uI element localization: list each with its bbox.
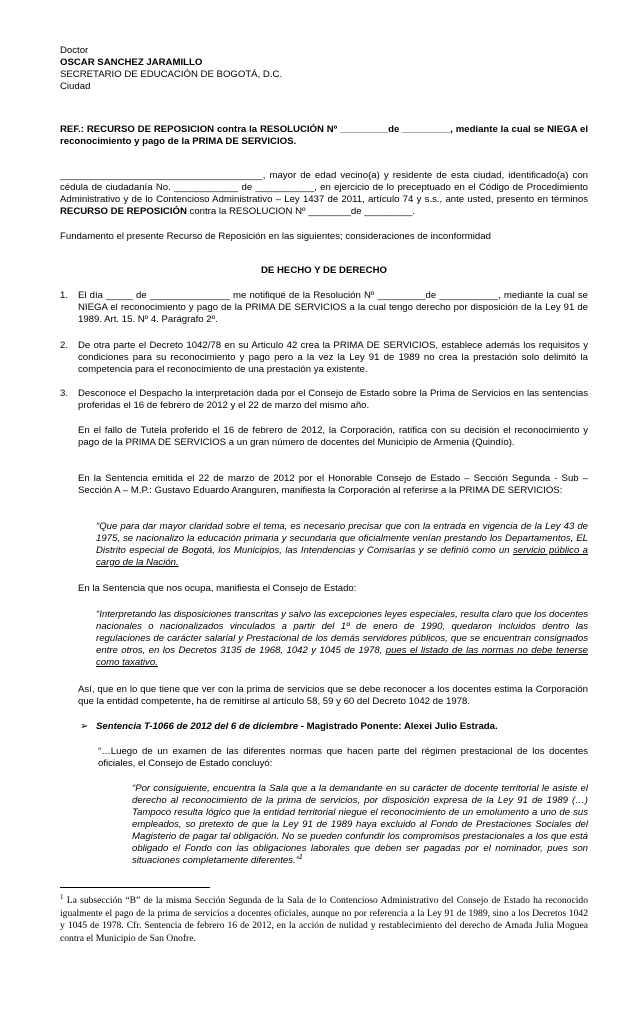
quote-4-text: “Por consiguiente, encuentra la Sala que a la demandante en su carácter de docente territorial le asiste el derecho al reconocimiento de la prima de servicios, por disposición expresa de la Ley 91 de 1989 (…) Tampoco resulta lógico que la entidad territorial niegue el reconocimiento de un emolumento a uno de sus empleados, so pretexto de que la Ley 91 de 1989 haya excluido al Fondo de Prestaciones Sociales del Magisterio de pagar tal obligación. No se pueden confundir los compromisos prestacionales a los que está obligado el Fondo con las obligaciones laborales que deben ser pagadas por el nominador, pues son situaciones completamente diferentes.” <box>132 783 588 866</box>
item-text-3: Desconoce el Despacho la interpretación dada por el Consejo de Estado sobre la Prima de Servicios en las sentencias proferidas el 16 de febrero de 2012 y el 22 de marzo del mismo año. <box>78 388 588 411</box>
quote-3: “…Luego de un examen de las diferentes normas que hacen parte del régimen prestacional de los docentes oficiales, el Consejo de Estado concluyó: <box>98 746 588 769</box>
footnote-reference: 1 <box>298 853 303 861</box>
intro-paragraph <box>60 170 588 218</box>
item-text-2: De otra parte el Decreto 1042/78 en su Articulo 42 crea la PRIMA DE SERVICIOS, establece además los requisitos y condiciones para su reconocimiento y pago pero a la vez la Ley 91 de 1989 no crea la prestación solo delimitó la competencia para el reconocimiento de una prestación ya existente. <box>78 340 588 375</box>
quote-2-text: “Interpretando las disposiciones transcritas y salvo las excepciones leyes especiales, resulta claro que los docentes nacionales o nacionalizados vinculados a partir del 1º de enero de 1990, quedaron incluidos dentro las regulaciones de carácter salarial y Prestacional de los demás servidores públicos, que se encuentran consignados entre otros, en los Decretos 3135 de 1968, 1042 y 1045 de 1978, <box>96 609 588 656</box>
footnote-divider <box>60 887 210 888</box>
recipient-block <box>60 45 588 93</box>
asi-paragraph: Así, que en lo que tiene que ver con la prima de servicios que se debe reconocer a los docentes estima la Corporación que la entidad competente, ha de remitirse al artículo 58, 59 y 60 del Decreto 1042 de 1978. <box>78 684 588 707</box>
tutela-paragraph: En el fallo de Tutela proferido el 16 de febrero de 2012, la Corporación, ratifica con su decisión el reconocimiento y pago de la PRIMA DE SERVICIOS a un gran número de docentes del Municipio de Armenia (Quindío). <box>78 425 588 448</box>
quote-4 <box>132 783 588 867</box>
quote-2 <box>96 609 588 669</box>
intro-text-a: ______________________________________, mayor de edad vecino(a) y residente de esta ciudad, identificado(a) con cédula de ciudadanía No. ____________ de ___________, en ejercicio de lo preceptuado en el Código de Procedimiento Administrativo y de lo Contencioso Administrativo – Ley 1437 de 2011, artículo 74 y s.s., ante usted, presento en términos <box>60 170 588 205</box>
footnote-text: La subsección “B” de la misma Sección Segunda de la Sala de lo Contencioso Administrativo del Consejo de Estado ha reconocido igualmente el pago de la prima de servicios a docentes oficiales, aunque no por referencia a la Ley 91 de 1989, sino a los Decretos 1042 y 1045 de 1978. Cfr. Sentencia de febrero 16 de 2012, en la acción de nulidad y restablecimiento del derecho de Amada Julia Moguea contra el Municipio de San Onofre. <box>60 895 588 944</box>
quote-1-underlined: servicio público a cargo de la Nación. <box>96 545 588 568</box>
recipient-salutation: Doctor <box>60 45 89 56</box>
recipient-name: OSCAR SANCHEZ JARAMILLO <box>60 57 203 68</box>
section-title: DE HECHO Y DE DERECHO <box>261 265 387 276</box>
item-number-2: 2. <box>60 340 69 351</box>
reference-line: REF.: RECURSO DE REPOSICION contra la RESOLUCIÓN Nº _________de _________, mediante la cual se NIEGA el reconocimiento y pago de la PRIMA DE SERVICIOS. <box>60 124 588 147</box>
intro-text-b: contra la RESOLUCION Nº ________de _________. <box>186 206 415 217</box>
quote-1 <box>96 521 588 569</box>
sentencia-heading <box>96 721 588 733</box>
recipient-city: Ciudad <box>60 81 91 92</box>
intro-text-bold: RECURSO DE REPOSICIÓN <box>60 206 187 217</box>
quote-1-text: “Que para dar mayor claridad sobre el tema, es necesario precisar que con la entrada en vigencia de la Ley 43 de 1975, se nacionalizo la educación primaria y secundaria que oficialmente venían prestando los Departamentos, EL Distrito especial de Bogotá, los Municipios, las Intendencias y Comisarías y se definió como un <box>96 521 588 556</box>
item-number-3: 3. <box>60 388 69 399</box>
quote-2-underlined: pues el listado de las normas no debe tenerse como taxativo. <box>96 645 588 668</box>
footnote-mark: 1 <box>60 892 64 901</box>
grounds-paragraph: Fundamento el presente Recurso de Reposición en las siguientes; consideraciones de inconformidad <box>60 231 491 242</box>
item-text-1: El día _____ de _______________ me notifiqué de la Resolución Nº _________de ___________, mediante la cual se NIEGA el reconocimiento y pago de la PRIMA DE SERVICIOS a la cual tengo derecho por disposición de la Ley 91 de 1989. Art. 15. Nº 4. Parágrafo 2º. <box>78 290 588 325</box>
sentencia-heading-magistrate: Magistrado Ponente: Alexei Julio Estrada. <box>303 721 498 732</box>
arrow-bullet-icon: ➢ <box>80 721 89 732</box>
item-number-1: 1. <box>60 290 69 301</box>
nos-ocupa-paragraph: En la Sentencia que nos ocupa, manifiesta el Consejo de Estado: <box>78 583 357 594</box>
recipient-title: SECRETARIO DE EDUCACIÓN DE BOGOTÁ, D.C. <box>60 69 283 80</box>
sentencia-heading-title: Sentencia T-1066 de 2012 del 6 de diciembre - <box>96 721 304 732</box>
sentencia-paragraph: En la Sentencia emitida el 22 de marzo de 2012 por el Honorable Consejo de Estado – Sección Segunda - Sub – Sección A – M.P.: Gustavo Eduardo Aranguren, manifiesta la Corporación al referirse a la PRIMA DE SERVICIOS: <box>78 473 588 496</box>
footnote <box>60 892 588 945</box>
